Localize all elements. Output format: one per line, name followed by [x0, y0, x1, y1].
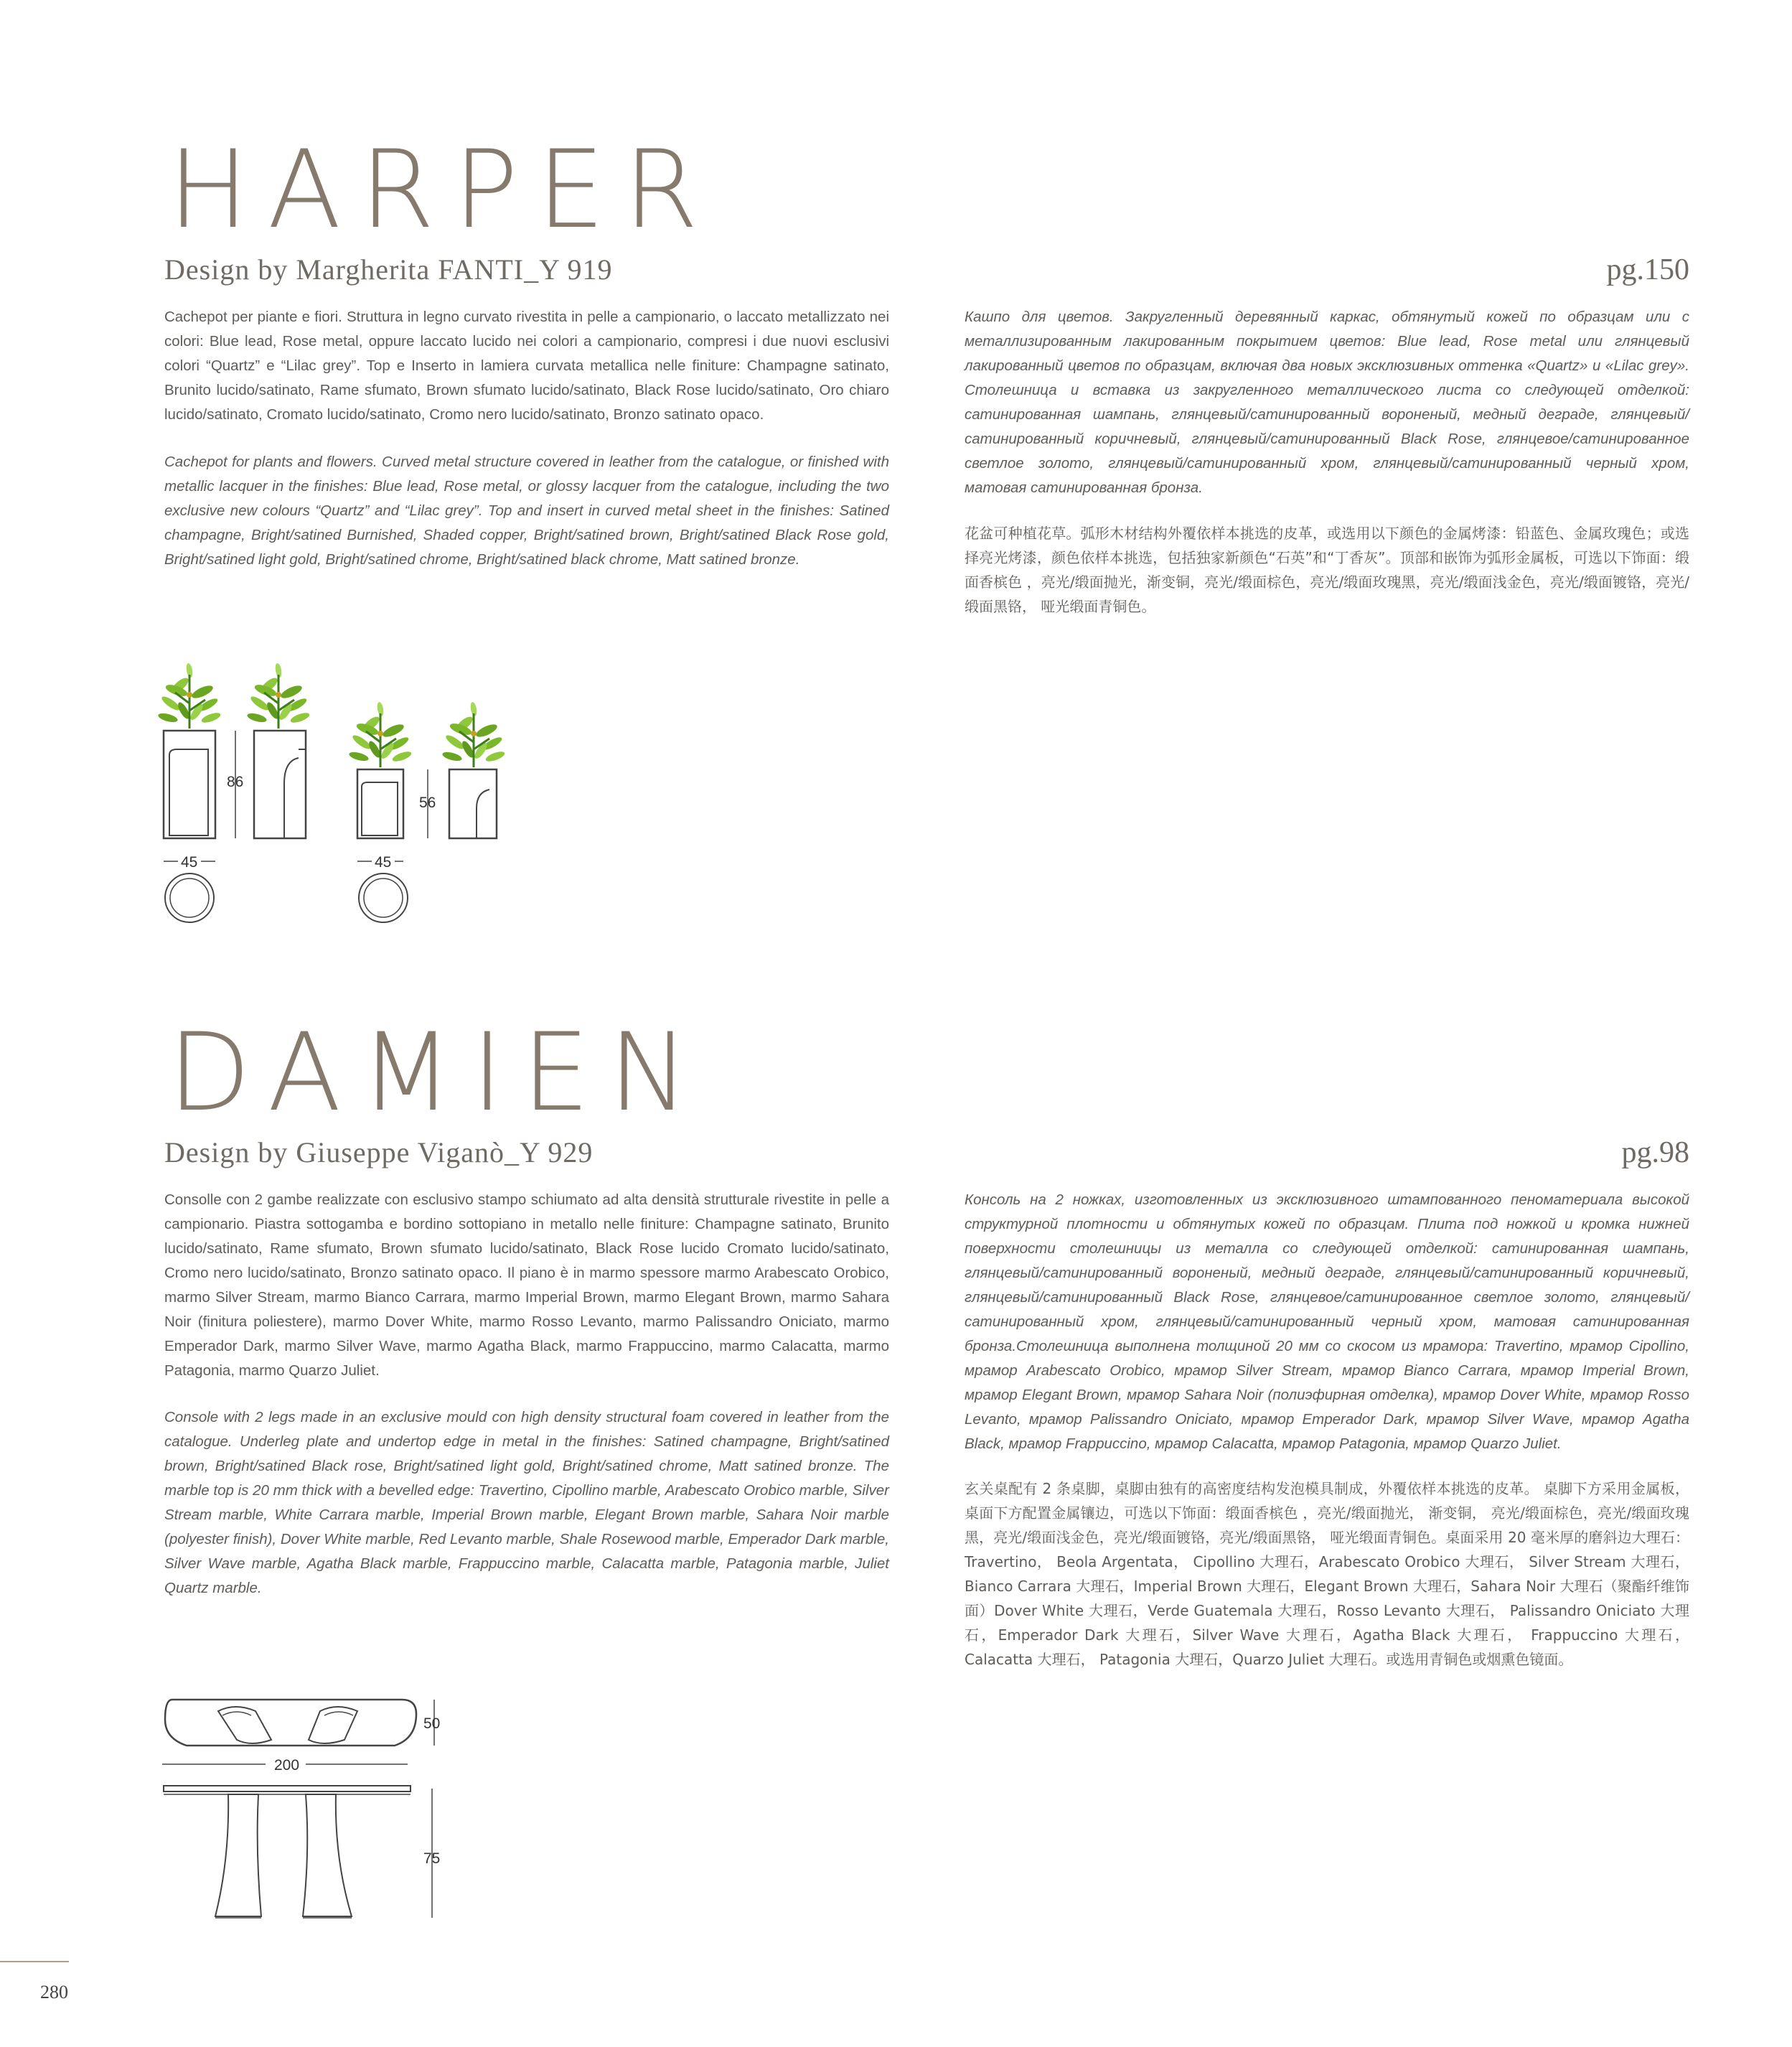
damien-depth-label: 50	[423, 1715, 441, 1732]
footer-rule	[0, 1961, 69, 1962]
damien-title: DAMIEN	[168, 1011, 708, 1135]
harper-designer: Design by Margherita FANTI_Y 919	[164, 253, 613, 286]
harper-short-width-label: 45	[375, 854, 392, 871]
harper-short-plant-side	[441, 701, 506, 838]
damien-text-en: Console with 2 legs made in an exclusive mould con high density structural foam covered in leather from the catalogue. Underleg plate and undertop edge in metal in the finishes: Satined champagne, Bright/satined brown, Bright/satined Black rose, Bright/satined light gold, Bright/satined chrome, Matt satined bronze. The marble top is 20 mm thick with a bevelled edge: Travertino, Cipollino marble, Arabescato Orobico marble, Silver Stream marble, White Carrara marble, Imperial Brown marble, Elegant Brown marble, Sahara Noir marble (polyester finish), Dover White marble, Red Levanto marble, Shale Rosewood marble, Emperador Dark marble, Silver Wave marble, Agatha Black marble, Frappuccino marble, Calacatta marble, Patagonia marble, Juliet Quartz marble.	[164, 1409, 889, 1596]
page-number: 280	[40, 1982, 68, 2002]
harper-short-height-label: 56	[419, 795, 436, 811]
harper-tall-top-view	[165, 873, 214, 922]
damien-top-view	[165, 1700, 416, 1746]
damien-front-view	[164, 1786, 411, 1918]
harper-text-ru: Кашпо для цветов. Закругленный деревянный каркас, обтянутый кожей по образцам или с металлизированным лакированным покрытием цветов: Blue lead, Rose metal или глянцевый лакированный цветов по образцам, включая два новых эксклюзивных оттенка «Quartz» и «Lilac grey». Столешница и вставка из закругленного металлического листа со следующей отделкой: сатинированная шампань, глянцевый/сатинированный вороненый, медный деграде, глянцевый/сатинированный коричневый, глянцевый/сатинированный Black Rose, глянцевое/сатинированное светлое золото, глянцевый/сатинированный хром, глянцевый/сатинированный черный хром, матовая сатинированная бронза.	[965, 309, 1689, 496]
harper-page-ref: pg.150	[1606, 253, 1689, 286]
harper-drawing	[144, 660, 545, 933]
harper-text-en: Cachepot for plants and flowers. Curved metal structure covered in leather from the catalogue, or finished with metallic lacquer in the finishes: Blue lead, Rose metal, or glossy lacquer from the catalogue, including the two exclusive new colours “Quartz” and “Lilac grey”. Top and insert in curved metal sheet in the finishes: Satined champagne, Bright/satined Burnished, Shaded copper, Bright/satined brown, Bright/satined Black Rose gold, Bright/satined light gold, Bright/satined chrome, Bright/satined black chrome, Matt satined bronze.	[164, 454, 889, 568]
harper-tall-plant-side	[246, 662, 311, 838]
damien-text-it: Consolle con 2 gambe realizzate con esclusivo stampo schiumato ad alta densità strutturale rivestite in pelle a campionario. Piastra sottogamba e bordino sottopiano in metallo nelle finiture: Champagne satinato, Brunito lucido/satinato, Rame sfumato, Brown sfumato lucido/satinato, Black Rose lucido Cromato lucido/satinato, Cromo nero lucido/satinato, Bronzo satinato opaco. Il piano è in marmo spessore marmo Arabescato Orobico, marmo Silver Stream, marmo Bianco Carrara, marmo Imperial Brown, marmo Elegant Brown, marmo Sahara Noir (finitura poliestere), marmo Dover White, marmo Rosso Levanto, marmo Palissandro Oniciato, marmo Emperador Dark, marmo Silver Wave, marmo Agatha Black, marmo Frappuccino, marmo Calacatta, marmo Patagonia, marmo Quarzo Juliet.	[164, 1191, 889, 1379]
harper-text-it: Cachepot per piante e fiori. Struttura in legno curvato rivestita in pelle a campionario, o laccato metallizzato nei colori: Blue lead, Rose metal, oppure laccato lucido nei colori a campionario, compresi i due nuovi esclusivi colori “Quartz” e “Lilac grey”. Top e Inserto in lamiera curvata metallica nelle finiture: Champagne satinato, Brunito lucido/satinato, Rame sfumato, Brown sfumato lucido/satinato, Black Rose lucido/satinato, Oro chiaro lucido/satinato, Cromato lucido/satinato, Cromo nero lucido/satinato, Bronzo satinato opaco.	[164, 309, 889, 423]
harper-title: HARPER	[168, 128, 718, 253]
damien-text-ru: Консоль на 2 ножках, изготовленных из эксклюзивного штампованного пеноматериала высокой структурной плотности и обтянутых кожей по образцам. Плита под ножкой и кромка нижней поверхности столешницы из металла со следующей отделкой: сатинированная шампань, глянцевый/сатинированный вороненый, медный деграде, глянцевый/сатинированный коричневый, глянцевый/сатинированный Black Rose, глянцевое/сатинированное светлое золото, глянцевый/сатинированный хром, глянцевый/сатинированный черный хром, матовая сатинированная бронза.Столешница выполнена толщиной 20 мм со скосом из мрамора: Travertino, мрамор Cipollino, мрамор Arabescato Orobico, мрамор Silver Stream, мрамор Bianco Carrara, мрамор Imperial Brown, мрамор Elegant Brown, мрамор Sahara Noir (полиэфирная отделка), мрамор Dover White, мрамор Rosso Levanto, мрамор Palissandro Oniciato, мрамор Emperador Dark, мрамор Silver Wave, мрамор Agatha Black, мрамор Frappuccino, мрамор Calacatta, мрамор Patagonia, мрамор Quarzo Juliet.	[965, 1191, 1689, 1452]
damien-designer: Design by Giuseppe Viganò_Y 929	[164, 1136, 594, 1168]
harper-tall-height-label: 86	[227, 774, 244, 790]
harper-tall-plant-front	[157, 662, 222, 838]
damien-height-label: 75	[423, 1850, 441, 1867]
harper-short-plant-front	[348, 701, 413, 838]
damien-page-ref: pg.98	[1621, 1136, 1689, 1169]
damien-text-zh: 玄关桌配有 2 条桌脚，桌脚由独有的高密度结构发泡模具制成，外覆依样本挑选的皮革。 桌脚下方采用金属板，桌面下方配置金属镶边，可选以下饰面：缎面香槟色 ，亮光/缎面抛光， 渐变铜， 亮光/缎面棕色，亮光/缎面玫瑰黑，亮光/缎面浅金色，亮光/缎面镀铬，亮光/缎面黑铬， 哑光缎面青铜色。桌面采用 20 毫米厚的磨斜边大理石：Travertino， Beola Argentata， Cipollino 大理石，Arabescato Orobico 大理石， Silver Stream 大理石，Bianco Carrara 大理石，Imperial Brown 大理石，Elegant Brown 大理石，Sahara Noir 大理石（聚酯纤维饰面）Dover White 大理石，Verde Guatemala 大理石，Rosso Levanto 大理石， Palissandro Oniciato 大理石，Emperador Dark 大理石，Silver Wave 大理石，Agatha Black 大理石， Frappuccino 大理石，Calacatta 大理石， Patagonia 大理石，Quarzo Juliet 大理石。或选用青铜色或烟熏色镜面。	[965, 1480, 1689, 1668]
damien-drawing	[144, 1694, 474, 1931]
harper-text-zh: 花盆可种植花草。弧形木材结构外覆依样本挑选的皮革，或选用以下颜色的金属烤漆：铅蓝色、金属玫瑰色；或选择亮光烤漆，颜色依样本挑选，包括独家新颜色“石英”和“丁香灰”。顶部和嵌饰为弧形金属板，可选以下饰面：缎面香槟色 ，亮光/缎面抛光，渐变铜，亮光/缎面棕色，亮光/缎面玫瑰黑，亮光/缎面浅金色，亮光/缎面镀铬，亮光/缎面黑铬， 哑光缎面青铜色。	[965, 525, 1689, 615]
harper-short-top-view	[359, 873, 408, 922]
harper-tall-width-label: 45	[181, 854, 198, 871]
damien-width-label: 200	[274, 1757, 300, 1774]
